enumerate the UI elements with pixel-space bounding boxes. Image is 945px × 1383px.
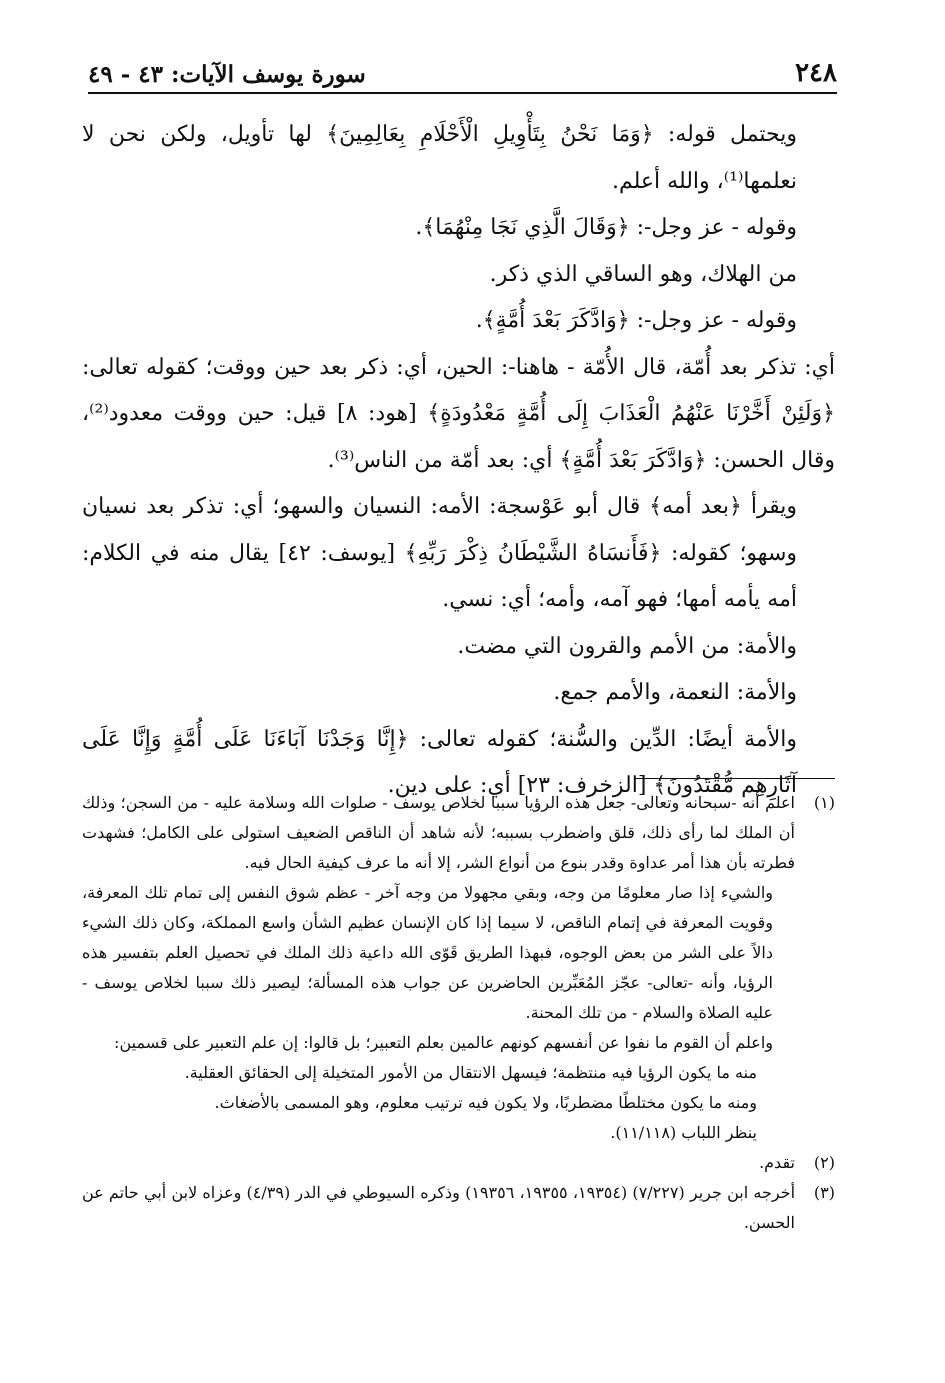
paragraph: ويقرأ ﴿بعد أمه﴾ قال أبو عَوْسجة: الأمه: النسيان والسهو؛ أي: تذكر بعد نسيان وسهو؛ كقوله: ﴿فَأَنسَاهُ الشَّيْطَانُ ذِكْرَ رَبِّهِ﴾ [يوسف: ٤٢] يقال منه في الكلام: أمه يأمه أمها؛ فهو آمه، وأمه؛ أي: نسي. [82, 494, 797, 612]
paragraph: وقوله - عز وجل-: ﴿وَقَالَ الَّذِي نَجَا مِنْهُمَا﴾. [415, 215, 797, 240]
footnote-paragraph: والشيء إذا صار معلومًا من وجه، وبقي مجهولا من وجه آخر - عظم شوق النفس إلى تمام تلك المعرفة، وقويت المعرفة في إتمام الناقص، لا سيما إذا كان الإنسان عظيم الشأن واسع المملكة، وكان ذلك الشيء دالاً على الشر من بعض الوجوه، فبهذا الطريق قَوّى الله داعية ذلك الملك في تحصيل العلم بتفسير هذه الرؤيا، وأنه -تعالى- عجّز المُعَبِّرين الحاضرين عن جواب هذه المسألة؛ ليصير ذلك سببا لخلاص يوسف - عليه الصلاة والسلام - من تلك المحنة. [82, 883, 773, 1022]
main-text [82, 112, 835, 810]
footnotes [82, 788, 835, 1238]
page-header [88, 52, 837, 94]
footnote-body [82, 1178, 795, 1238]
footnote-number: (٢) [813, 1153, 835, 1172]
footnote-paragraph: اعلم أنه -سبحانه وتعالى- جعل هذه الرؤيا سببا لخلاص يوسف - صلوات الله وسلامة عليه - من السجن؛ وذلك أن الملك لما رأى ذلك، قلق واضطرب بسببه؛ لأنه شاهد أن الناقص الضعيف استولى على الكامل؛ فشهدت فطرته بأن هذا أمر عداوة وقدر بنوع من أنواع الشر، إلا أنه ما عرف كيفية الحال فيه. [82, 793, 796, 872]
paragraph: وقوله - عز وجل-: ﴿وَادَّكَرَ بَعْدَ أُمَّةٍ﴾. [475, 308, 797, 333]
paragraph: أي: تذكر بعد أُمّة، قال الأُمّة - هاهنا-: الحين، أي: ذكر بعد حين ووقت؛ كقوله تعالى: ﴿وَلَئِنْ أَخَّرْنَا عَنْهُمُ الْعَذَابَ إِلَى أُمَّةٍ مَعْدُودَةٍ﴾ [هود: ٨] قيل: حين ووقت معدود⁽²⁾، وقال الحسن: ﴿وَادَّكَرَ بَعْدَ أُمَّةٍ﴾ أي: بعد أمّة من الناس⁽³⁾. [82, 354, 836, 473]
footnote-body [82, 1148, 795, 1178]
footnote-paragraph: أخرجه ابن جرير (٧/٢٢٧) (١٩٣٥٤، ١٩٣٥٥، ١٩٣٥٦) وذكره السيوطي في الدر (٤/٣٩) وعزاه لابن أبي حاتم عن الحسن. [82, 1183, 796, 1232]
page-number: ٢٤٨ [795, 58, 837, 88]
paragraph: ويحتمل قوله: ﴿وَمَا نَحْنُ بِتَأْوِيلِ الْأَحْلَامِ بِعَالِمِينَ﴾ لها تأويل، ولكن نحن لا نعلمها⁽¹⁾، والله أعلم. [82, 122, 797, 194]
paragraph: والأمة: من الأمم والقرون التي مضت. [457, 633, 797, 659]
footnote-paragraph: واعلم أن القوم ما نفوا عن أنفسهم كونهم عالمين بعلم التعبير؛ بل قالوا: إن علم التعبير على قسمين: [114, 1033, 773, 1052]
footnote-paragraph: تقدم. [759, 1153, 795, 1172]
paragraph: والأمة أيضًا: الدِّين والسُّنة؛ كقوله تعالى: ﴿إِنَّا وَجَدْنَا آبَاءَنَا عَلَى أُمَّةٍ وَإِنَّا عَلَى آثَارِهِم مُّقْتَدُونَ﴾ [الزخرف: ٢٣] أي: على دين. [82, 726, 797, 798]
footnote-2 [82, 1148, 835, 1178]
footnote-3 [82, 1178, 835, 1238]
footnote-body [82, 788, 795, 1148]
footnote-separator [635, 778, 835, 779]
footnote-number: (١) [813, 793, 835, 812]
footnote-paragraph: منه ما يكون الرؤيا فيه منتظمة؛ فيسهل الانتقال من الأمور المتخيلة إلى الحقائق العقلية. [184, 1063, 757, 1082]
paragraph: والأمة: النعمة، والأمم جمع. [553, 680, 797, 705]
footnote-1 [82, 788, 835, 1148]
running-title: سورة يوسف الآيات: ٤٣ - ٤٩ [88, 61, 366, 88]
footnote-paragraph: ومنه ما يكون مختلطًا مضطربًا، ولا يكون فيه ترتيب معلوم، وهو المسمى بالأضغاث. [214, 1093, 757, 1112]
paragraph: من الهلاك، وهو الساقي الذي ذكر. [489, 261, 797, 287]
footnote-number: (٣) [813, 1183, 835, 1202]
footnote-paragraph: ينظر اللباب (١١/١١٨). [610, 1123, 757, 1142]
